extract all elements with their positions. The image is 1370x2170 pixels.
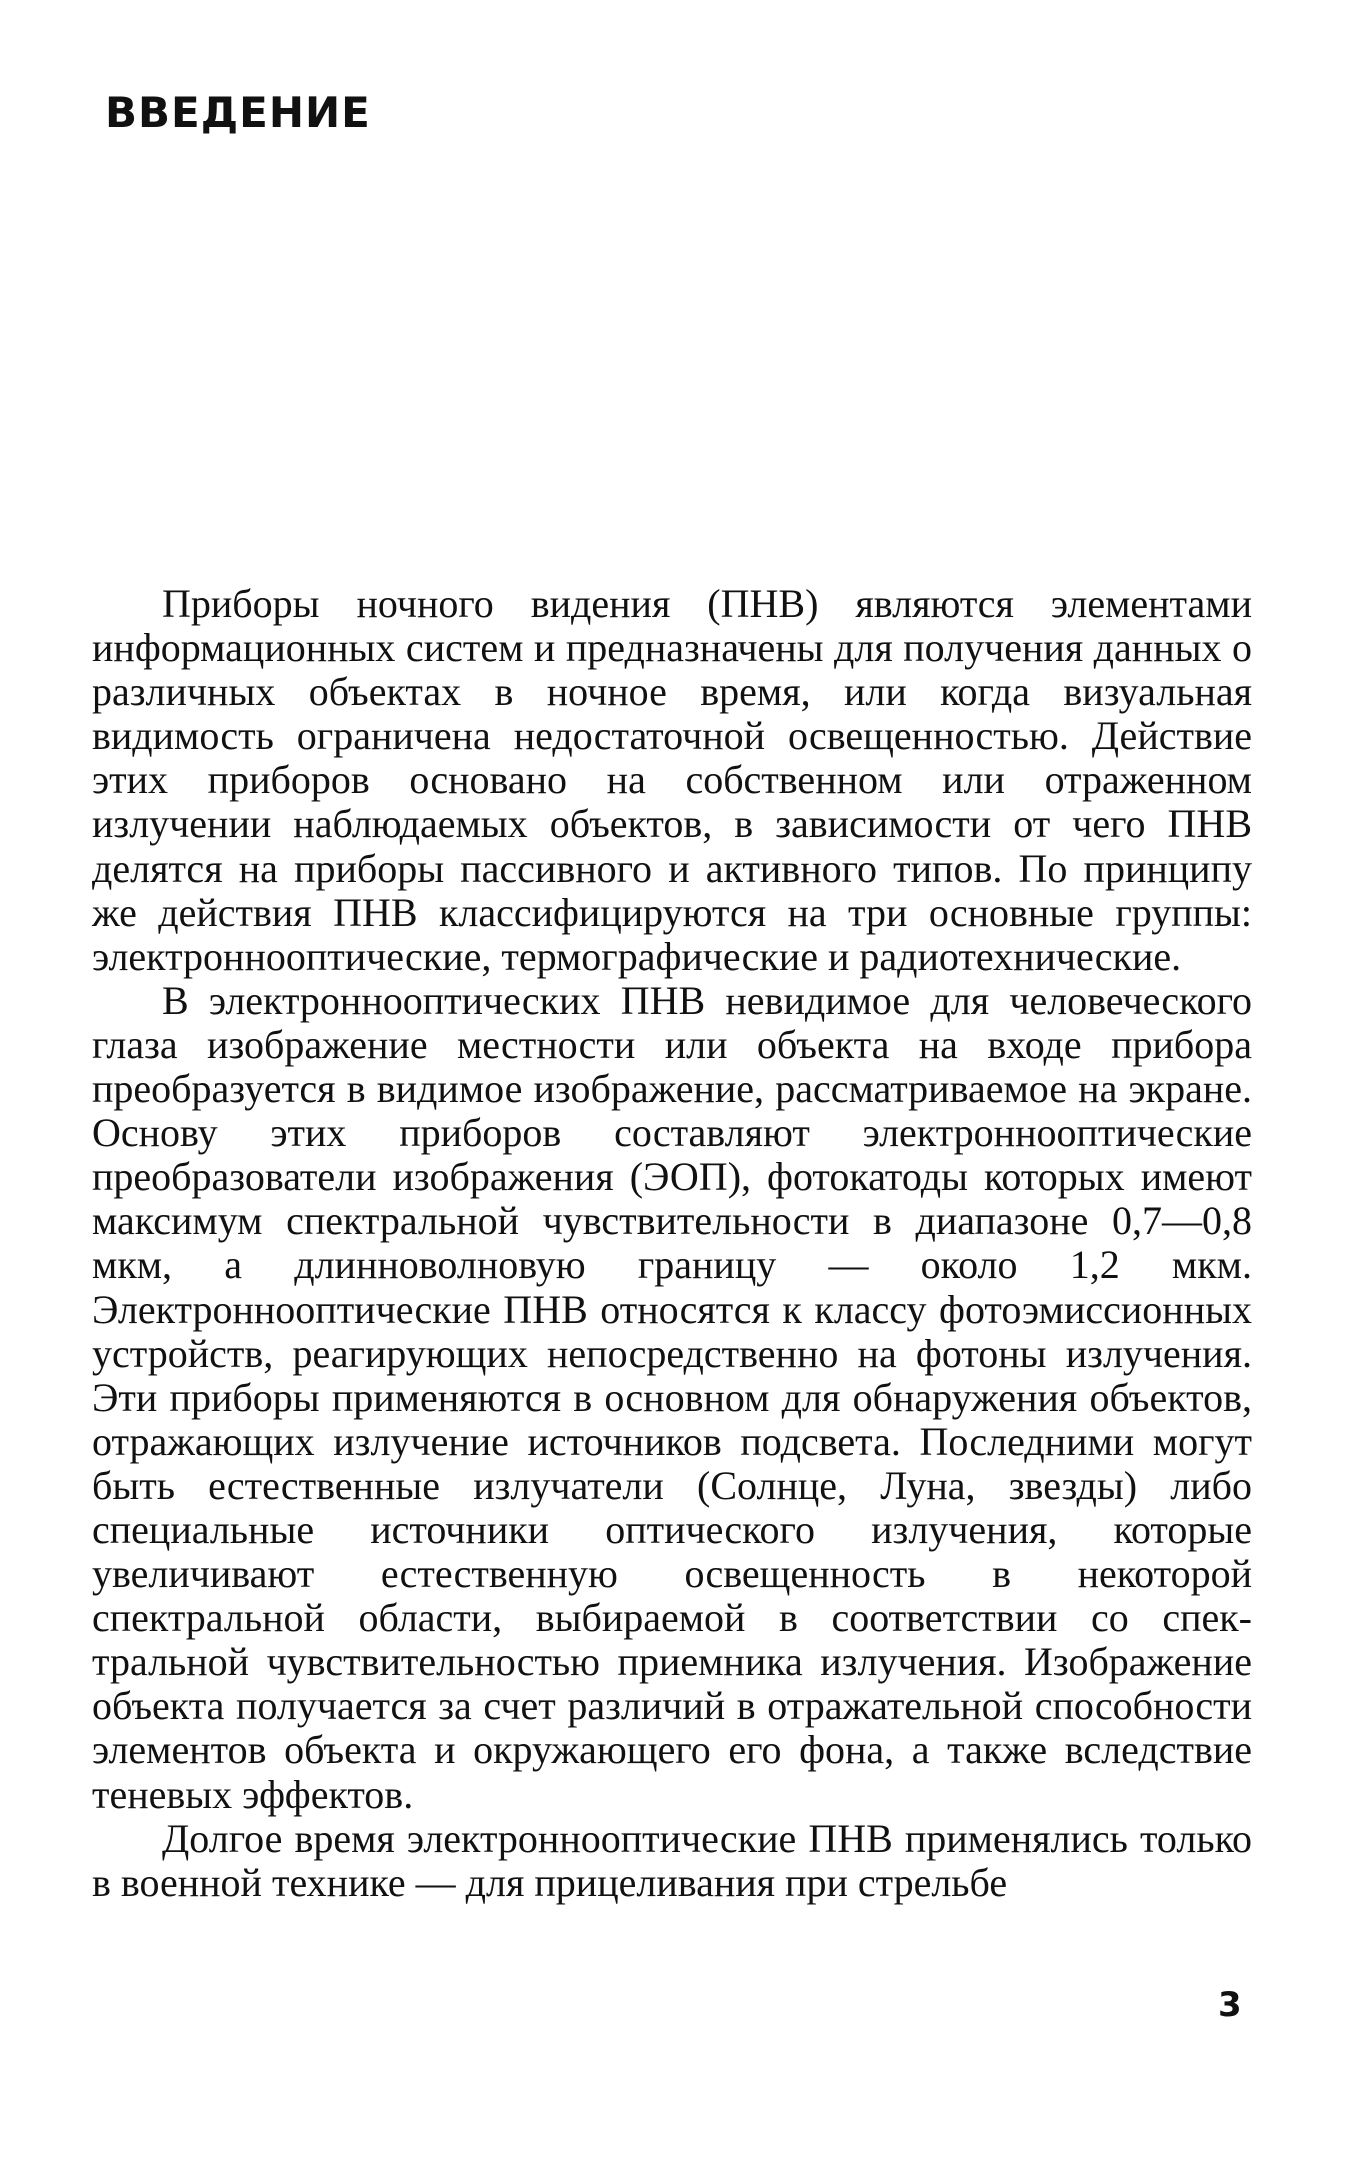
paragraph-2: В электроннооптических ПНВ невидимое для человеческого глаза изображение местности или объекта на входе прибора преобразуется в видимое изображение, рассматриваемое на экране. Основу этих приборов составляют электроннооптические преобразователи изображения (ЭОП), фотокатоды которых имеют максимум спектральной чувствительности в диапазоне 0,7—0,8 мкм, а длинноволновую границу — около 1,2 мкм. Электроннооптические ПНВ относятся к классу фотоэмиссионных устройств, реагирующих непосредственно на фотоны излучения. Эти приборы применяются в основном для обнаружения объектов, отражающих излучение источников подсвета. Последними могут быть естественные излучатели (Солнце, Луна, звезды) либо специальные источники оптического излучения, которые увеличивают естественную освещенность в некоторой спектральной области, выбираемой в соответствии со спектральной чувствительностью приемника излучения. Изображение объекта получается за счет различий в отражательной способности элементов объекта и окружающего его фона, а также вследствие теневых эффектов. [92, 977, 1252, 1817]
paragraph-1: Приборы ночного видения (ПНВ) являются элементами информационных систем и предназначены для получения данных о различных объектах в ночное время, или когда визуальная видимость ограничена недостаточной освещенностью. Действие этих приборов основано на собственном или отраженном излучении наблюдаемых объектов, в зависимости от чего ПНВ делятся на приборы пассивного и активного типов. По принципу же действия ПНВ классифицируются на три основные группы: электроннoоптические, термографические и радиотехнические. [92, 581, 1252, 979]
body-text [92, 582, 1252, 1905]
chapter-heading: ВВЕДЕНИЕ [105, 88, 371, 137]
paragraph-3: Долгое время электроннооптические ПНВ применялись только в военной технике — для прицеливания при стрельбе [92, 1815, 1252, 1905]
page-number: 3 [1218, 1985, 1242, 2025]
